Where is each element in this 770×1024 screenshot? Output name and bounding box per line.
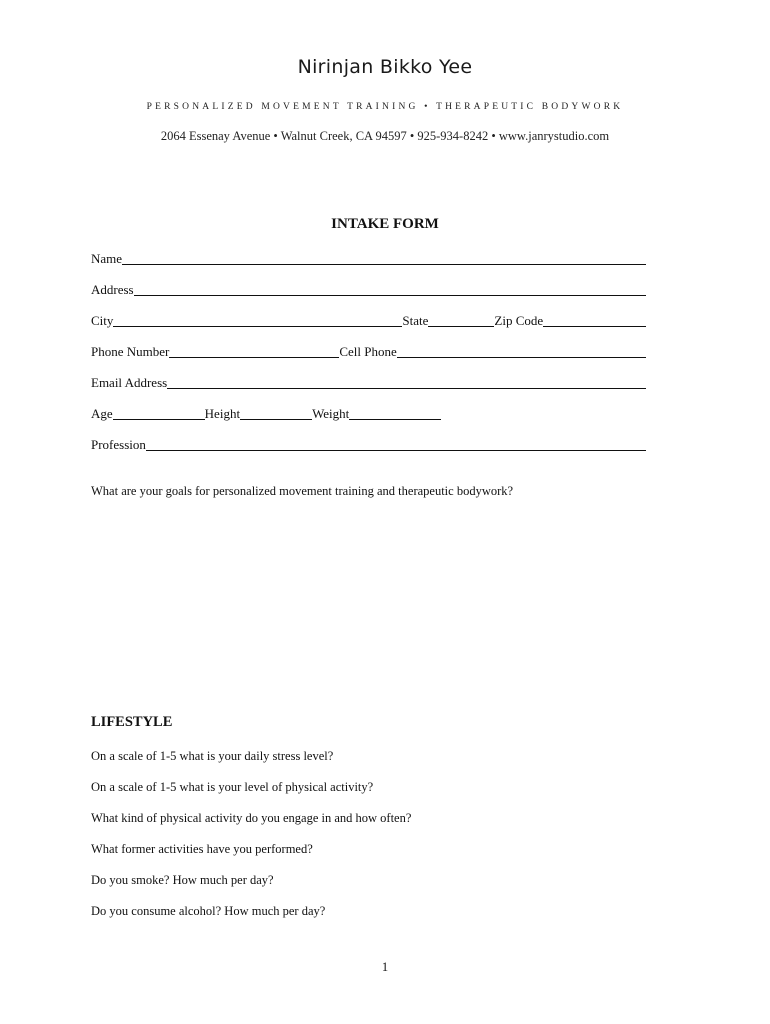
- height-label: Height: [204, 406, 241, 421]
- zip-label: Zip Code: [494, 313, 544, 328]
- address-field[interactable]: [134, 283, 646, 296]
- state-field[interactable]: [428, 314, 494, 327]
- letterhead-address: 2064 Essenay Avenue • Walnut Creek, CA 94597 • 925-934-8242 • www.janrystudio.com: [160, 129, 610, 143]
- email-field[interactable]: [167, 376, 646, 389]
- page-number: 1: [381, 960, 389, 974]
- profession-field[interactable]: [146, 438, 646, 451]
- alcohol-question: Do you consume alcohol? How much per day?: [91, 904, 326, 918]
- name-field[interactable]: [122, 252, 646, 265]
- profession-label: Profession: [91, 437, 146, 452]
- physical-activity-level-question: On a scale of 1-5 what is your level of physical activity?: [91, 780, 374, 794]
- cell-field[interactable]: [397, 345, 646, 358]
- address-row: [91, 280, 646, 298]
- age-field[interactable]: [113, 407, 205, 420]
- state-label: State: [402, 313, 429, 328]
- name-label: Name: [91, 251, 123, 266]
- letterhead-tagline: PERSONALIZED MOVEMENT TRAINING • THERAPEUTIC BODYWORK: [146, 102, 624, 112]
- profession-row: [91, 435, 646, 453]
- phone-label: Phone Number: [91, 344, 170, 359]
- email-label: Email Address: [91, 375, 168, 390]
- age-height-weight-row: [91, 404, 441, 422]
- name-row: [91, 249, 646, 267]
- city-label: City: [91, 313, 114, 328]
- letterhead-name: Nirinjan Bikko Yee: [297, 56, 473, 78]
- address-label: Address: [91, 282, 134, 297]
- weight-field[interactable]: [349, 407, 441, 420]
- city-state-zip-row: [91, 311, 646, 329]
- age-label: Age: [91, 406, 113, 421]
- form-title: INTAKE FORM: [331, 216, 439, 232]
- cell-label: Cell Phone: [339, 344, 397, 359]
- city-field[interactable]: [113, 314, 402, 327]
- stress-level-question: On a scale of 1-5 what is your daily stress level?: [91, 749, 334, 763]
- email-row: [91, 373, 646, 391]
- height-field[interactable]: [240, 407, 312, 420]
- smoking-question: Do you smoke? How much per day?: [91, 873, 274, 887]
- lifestyle-title: LIFESTYLE: [91, 714, 173, 730]
- former-activities-question: What former activities have you performed?: [91, 842, 313, 856]
- zip-field[interactable]: [543, 314, 646, 327]
- goals-question: What are your goals for personalized movement training and therapeutic bodywork?: [91, 484, 514, 498]
- physical-activity-kind-question: What kind of physical activity do you engage in and how often?: [91, 811, 412, 825]
- phone-field[interactable]: [169, 345, 339, 358]
- weight-label: Weight: [312, 406, 350, 421]
- phone-row: [91, 342, 646, 360]
- goals-answer-area[interactable]: [91, 506, 646, 696]
